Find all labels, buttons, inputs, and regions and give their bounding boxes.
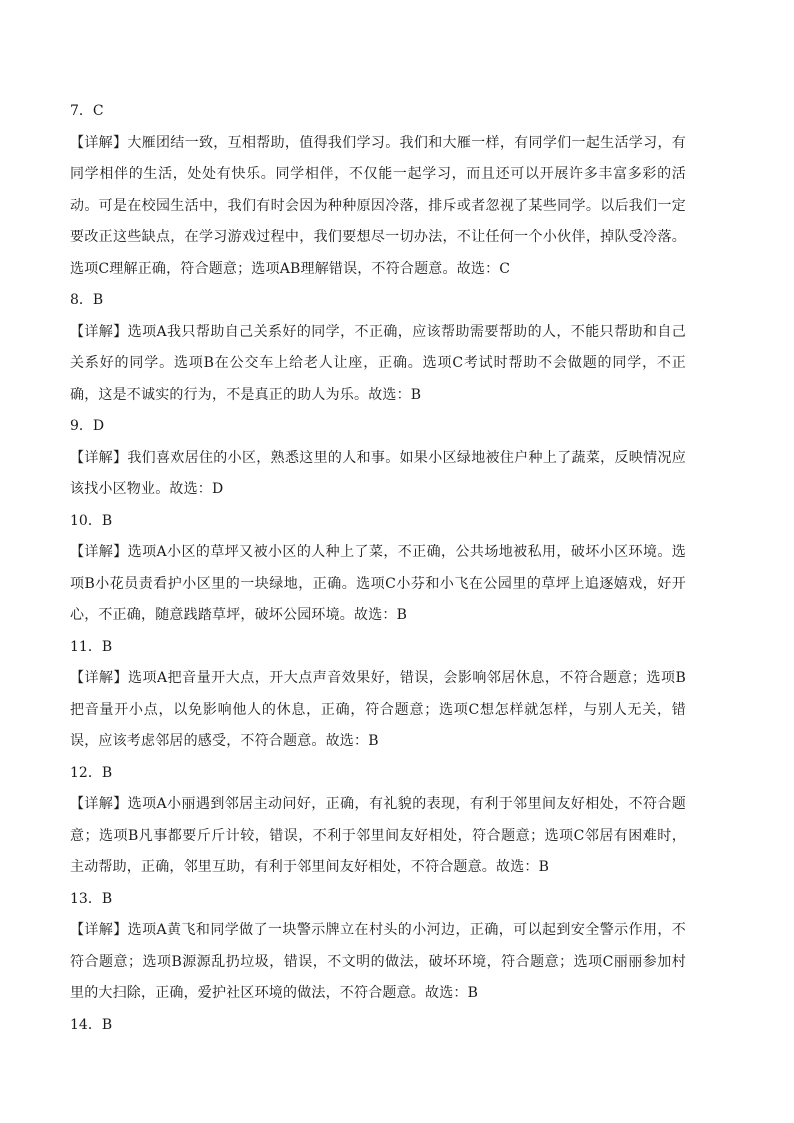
answer-explanation: 【详解】选项A我只帮助自己关系好的同学，不正确，应该帮助需要帮助的人，不能只帮助和自己关系好的同学。选项B在公交车上给老人让座，正确。选项C考试时帮助不会做题的同学，不正确，这是不诚实的行为，不是真正的助人为乐。故选：B	[70, 323, 686, 403]
answer-explanation: 【详解】选项A把音量开大点，开大点声音效果好，错误，会影响邻居休息，不符合题意；选项B把音量开小点，以免影响他人的休息，正确，符合题意；选项C想怎样就怎样，与别人无关，错误，应该考虑邻居的感受，不符合题意。故选：B	[70, 670, 686, 749]
answer-item-10	[70, 506, 686, 632]
answer-item-14	[70, 1010, 686, 1042]
answer-item-9	[70, 411, 686, 506]
answer-label: 10．B	[70, 512, 113, 529]
answer-label: 7．C	[70, 103, 104, 119]
answer-explanation: 【详解】大雁团结一致，互相帮助，值得我们学习。我们和大雁一样，有同学们一起生活学习，有同学相伴的生活，处处有快乐。同学相伴，不仅能一起学习，而且还可以开展许多丰富多彩的活动。可是在校园生活中，我们有时会因为种种原因冷落，排斥或者忽视了某些同学。以后我们一定要改正这些缺点，在学习游戏过程中，我们要想尽一切办法，不让任何一个小伙伴，掉队受冷落。选项C理解正确，符合题意；选项AB理解错误，不符合题意。故选：C	[70, 134, 686, 277]
answer-item-7	[70, 96, 686, 285]
answer-explanation: 【详解】选项A黄飞和同学做了一块警示牌立在村头的小河边，正确，可以起到安全警示作用，不符合题意；选项B源源乱扔垃圾，错误，不文明的做法，破坏环境，符合题意；选项C丽丽参加村里的大扫除，正确，爱护社区环境的做法，不符合题意。故选：B	[70, 922, 686, 1001]
answer-item-13	[70, 884, 686, 1010]
answer-label: 14．B	[70, 1016, 113, 1033]
answer-item-12	[70, 758, 686, 884]
answer-explanation: 【详解】我们喜欢居住的小区，熟悉这里的人和事。如果小区绿地被住户种上了蔬菜，反映情况应该找小区物业。故选：D	[70, 449, 686, 497]
answer-item-11	[70, 632, 686, 758]
answer-label: 9．D	[70, 418, 105, 434]
answer-label: 12．B	[70, 764, 113, 781]
answer-explanation: 【详解】选项A小丽遇到邻居主动问好，正确，有礼貌的表现，有利于邻里间友好相处，不符合题意；选项B凡事都要斤斤计较，错误，不利于邻里间友好相处，符合题意；选项C邻居有困难时，主动帮助，正确，邻里互助，有利于邻里间友好相处，不符合题意。故选：B	[70, 796, 686, 875]
answer-explanation: 【详解】选项A小区的草坪又被小区的人种上了菜，不正确，公共场地被私用，破坏小区环境。选项B小花员责看护小区里的一块绿地，正确。选项C小芬和小飞在公园里的草坪上追逐嬉戏，好开心，不正确，随意践踏草坪，破坏公园环境。故选：B	[70, 544, 686, 623]
answer-label: 8．B	[70, 292, 104, 308]
answer-label: 13．B	[70, 890, 113, 907]
answer-item-8	[70, 285, 686, 411]
answer-label: 11．B	[70, 638, 113, 655]
answer-key-content	[70, 96, 686, 1041]
